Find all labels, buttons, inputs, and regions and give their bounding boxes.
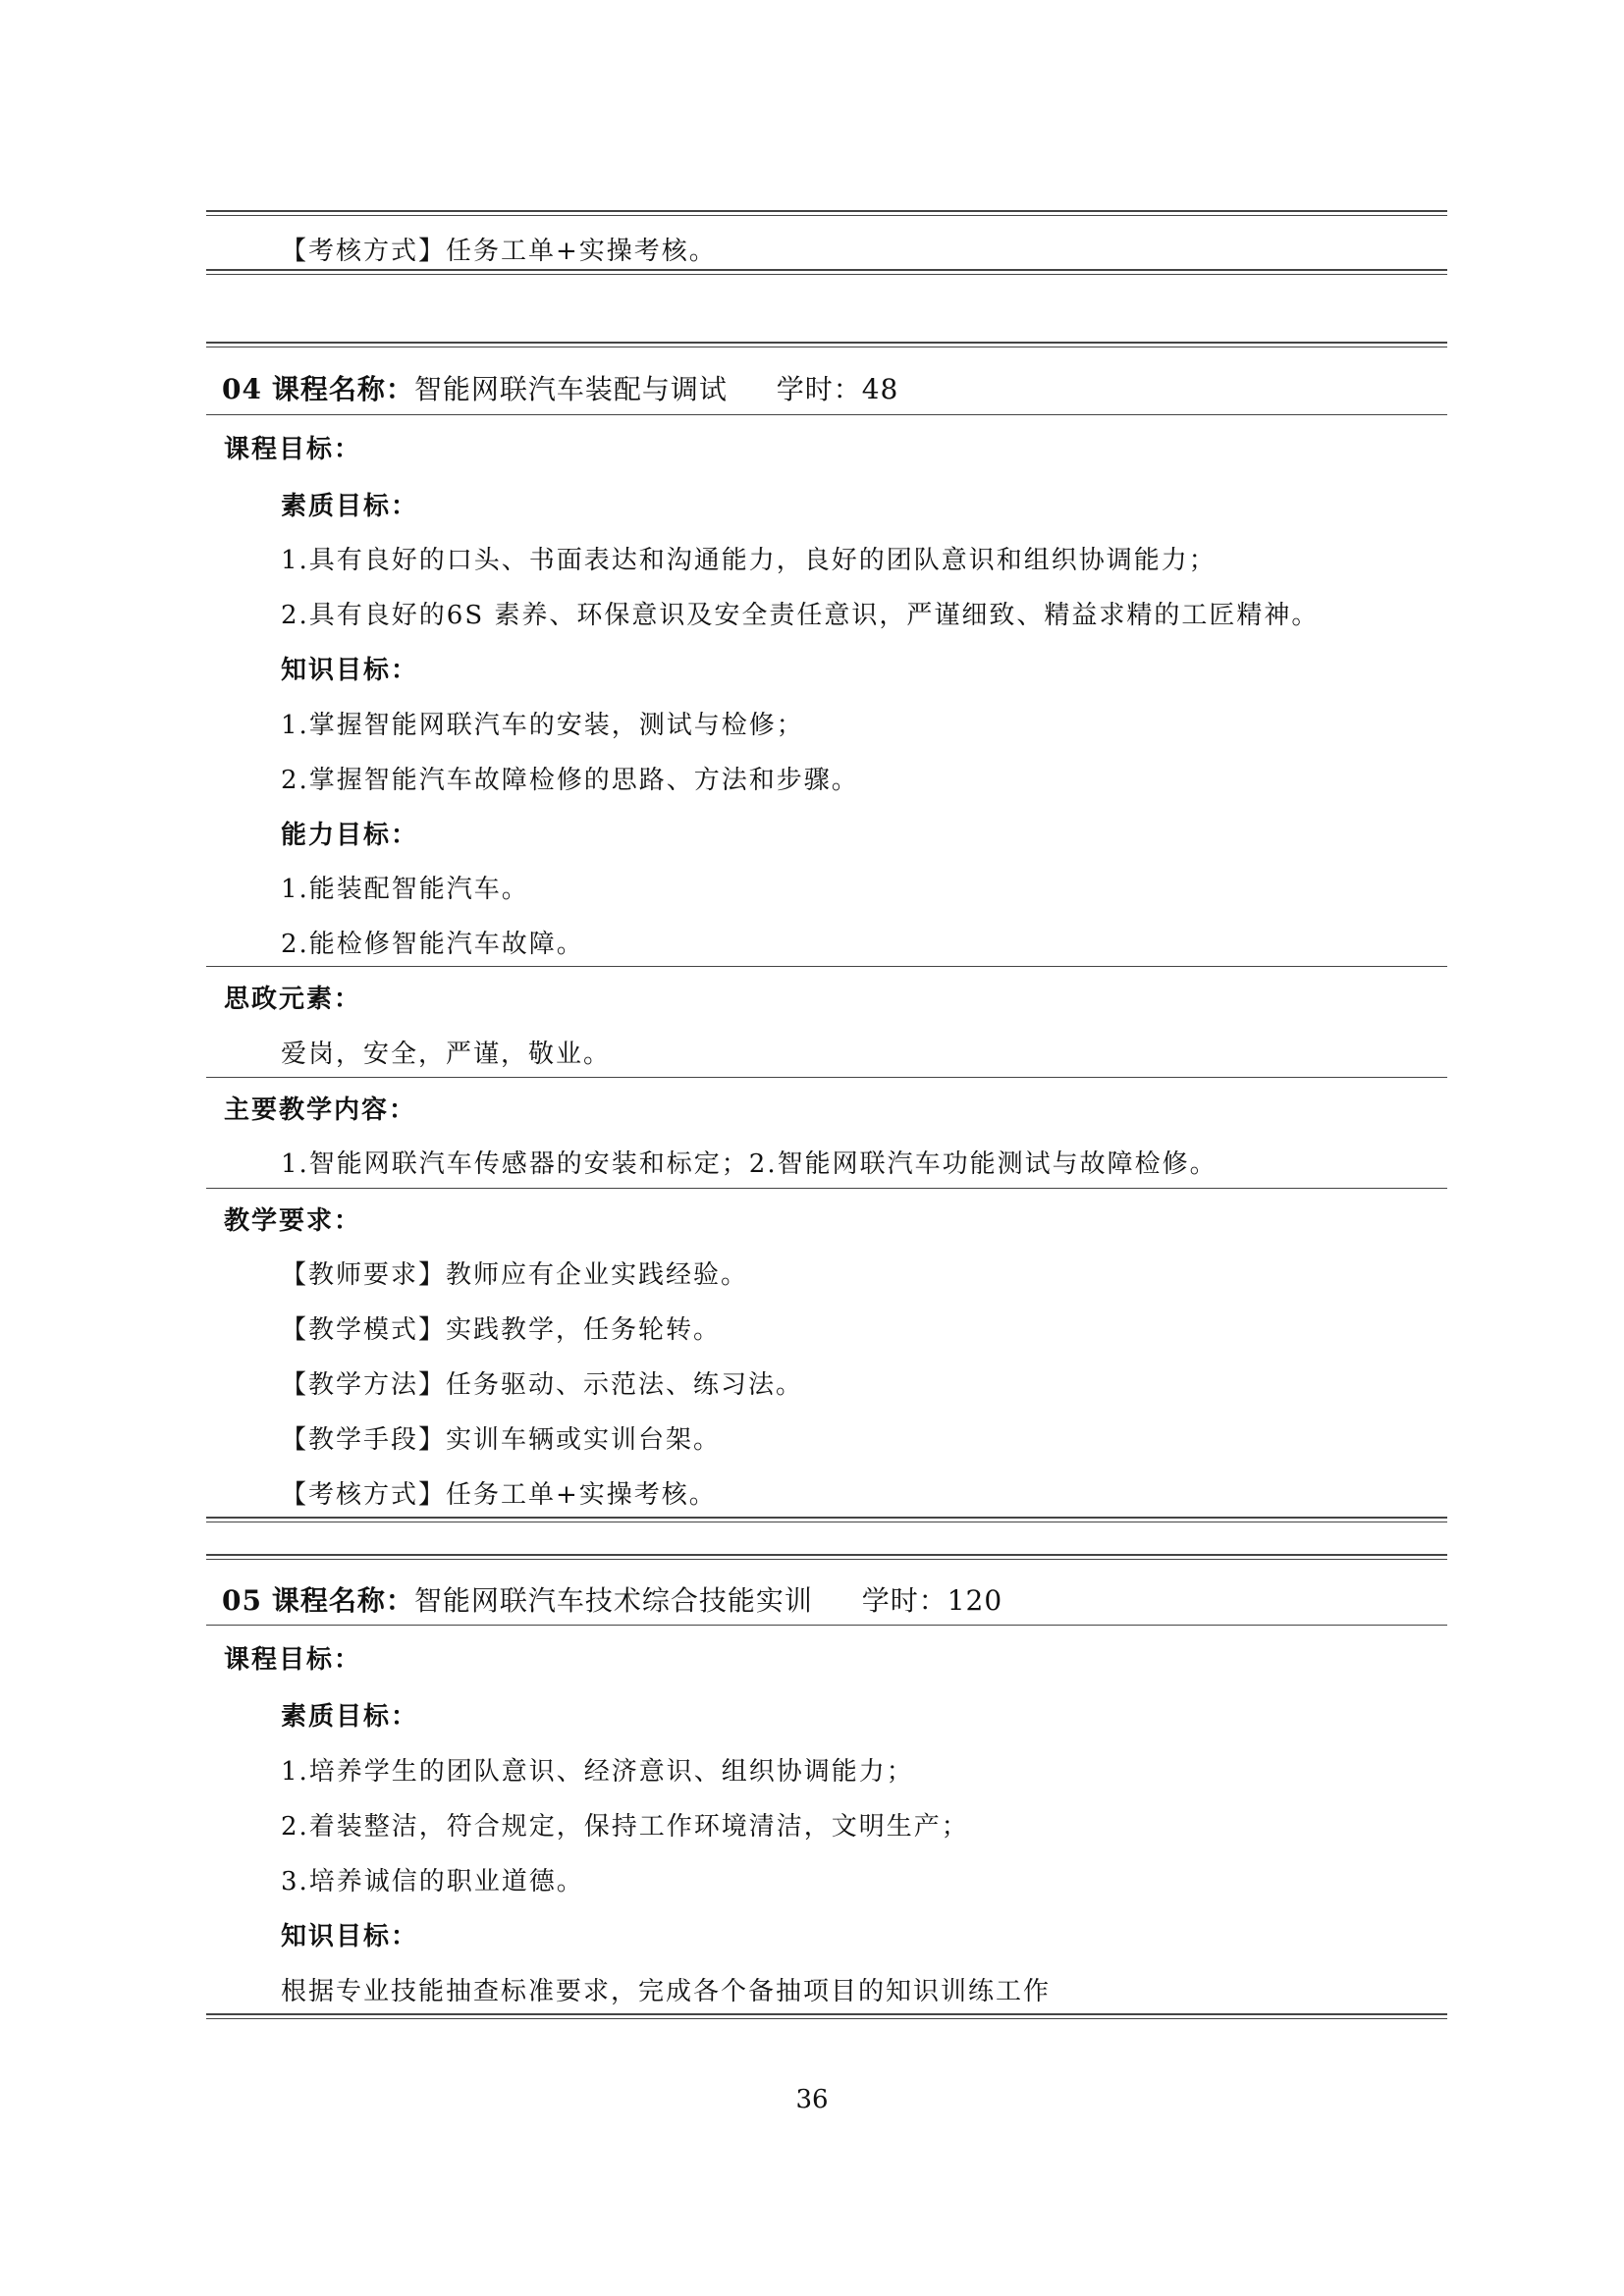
- hours-label: 学时：: [861, 1584, 947, 1617]
- ability-item: 2.能检修智能汽车故障。: [281, 930, 584, 959]
- knowledge-label: 知识目标：: [281, 1922, 419, 1951]
- rule: [206, 414, 1447, 415]
- double-rule: [206, 269, 1447, 275]
- hours-label: 学时：: [776, 373, 862, 405]
- course-05-heading: [222, 1585, 1002, 1617]
- double-rule: [206, 1554, 1447, 1560]
- goals-label: 课程目标：: [224, 435, 362, 464]
- requirement-item: 【教学模式】实践教学，任务轮转。: [281, 1315, 722, 1345]
- course-number: 05: [222, 1584, 262, 1617]
- quality-item: 2.着装整洁，符合规定，保持工作环境清洁，文明生产；: [281, 1812, 969, 1842]
- course-name: 智能网联汽车装配与调试: [413, 373, 728, 405]
- content-label: 主要教学内容：: [224, 1095, 417, 1125]
- double-rule: [206, 210, 1447, 216]
- requirements-label: 教学要求：: [224, 1206, 362, 1236]
- rule: [206, 1077, 1447, 1078]
- ability-label: 能力目标：: [281, 821, 419, 850]
- course-number: 04: [222, 373, 262, 405]
- course-name-label: 课程名称：: [271, 1584, 414, 1617]
- page-number: 36: [795, 2085, 829, 2114]
- requirement-item: 【考核方式】任务工单+实操考核。: [281, 1480, 717, 1510]
- quality-label: 素质目标：: [281, 492, 419, 521]
- requirement-item: 【教师要求】教师应有企业实践经验。: [281, 1260, 749, 1290]
- knowledge-label: 知识目标：: [281, 656, 419, 685]
- double-rule: [206, 342, 1447, 347]
- ideology-label: 思政元素：: [224, 985, 362, 1014]
- rule: [206, 1625, 1447, 1626]
- quality-label: 素质目标：: [281, 1702, 419, 1732]
- requirement-item: 【教学方法】任务驱动、示范法、练习法。: [281, 1370, 804, 1400]
- rule: [206, 966, 1447, 967]
- content-text: 1.智能网联汽车传感器的安装和标定；2.智能网联汽车功能测试与故障检修。: [281, 1149, 1218, 1179]
- double-rule: [206, 2013, 1447, 2019]
- rule: [206, 1188, 1447, 1189]
- hours-value: 120: [947, 1584, 1003, 1617]
- course-name: 智能网联汽车技术综合技能实训: [413, 1584, 813, 1617]
- quality-item: 3.培养诚信的职业道德。: [281, 1867, 584, 1896]
- ability-item: 1.能装配智能汽车。: [281, 875, 529, 904]
- knowledge-item: 2.掌握智能汽车故障检修的思路、方法和步骤。: [281, 766, 859, 795]
- knowledge-item: 1.掌握智能网联汽车的安装，测试与检修；: [281, 711, 804, 740]
- knowledge-item: 根据专业技能抽查标准要求，完成各个备抽项目的知识训练工作: [281, 1977, 1052, 2006]
- course-name-label: 课程名称：: [271, 373, 414, 405]
- quality-item: 1.具有良好的口头、书面表达和沟通能力，良好的团队意识和组织协调能力；: [281, 546, 1217, 575]
- double-rule: [206, 1517, 1447, 1522]
- requirement-item: 【教学手段】实训车辆或实训台架。: [281, 1425, 722, 1455]
- goals-label: 课程目标：: [224, 1645, 362, 1675]
- hours-value: 48: [861, 373, 899, 405]
- ideology-text: 爱岗，安全，严谨，敬业。: [281, 1040, 612, 1069]
- assessment-line: 【考核方式】任务工单+实操考核。: [281, 237, 717, 266]
- quality-item: 2.具有良好的6S 素养、环保意识及安全责任意识，严谨细致、精益求精的工匠精神。: [281, 601, 1320, 630]
- quality-item: 1.培养学生的团队意识、经济意识、组织协调能力；: [281, 1757, 914, 1787]
- course-04-heading: [222, 374, 898, 405]
